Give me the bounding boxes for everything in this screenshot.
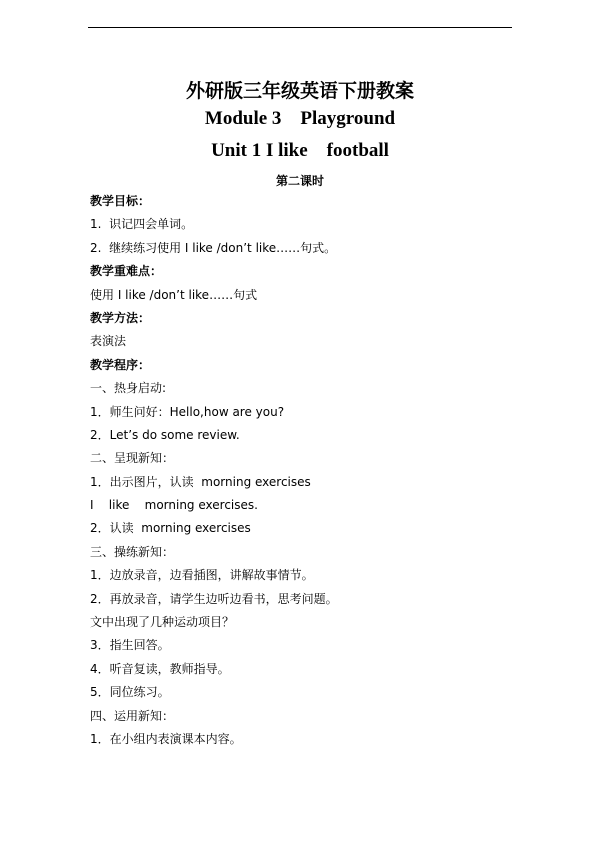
- body-line: 二、呈现新知：: [90, 451, 175, 466]
- lesson-body: [90, 190, 520, 751]
- body-line: 一、热身启动:: [90, 381, 167, 396]
- body-line: 1. 识记四会单词。: [90, 217, 194, 232]
- body-line: I like morning exercises.: [90, 498, 258, 513]
- body-line: 教学程序：: [90, 357, 151, 372]
- body-line: 1．师生问好：Hello,how are you?: [90, 404, 285, 419]
- body-line: 2．认读 morning exercises: [90, 521, 251, 536]
- body-line: 教学重难点：: [90, 264, 163, 279]
- body-line: 教学目标：: [90, 194, 151, 208]
- body-line: 教学方法：: [90, 310, 151, 325]
- body-line: 5．同位练习。: [90, 685, 170, 700]
- body-line: 三、操练新知：: [90, 544, 175, 559]
- body-line: 使用 I like /don’t like……句式: [90, 287, 258, 302]
- body-line: 3．指生回答。: [90, 638, 170, 653]
- body-line: 表演法: [90, 334, 127, 349]
- document-title: 外研版三年级英语下册教案: [185, 80, 414, 102]
- body-line: 四、运用新知：: [90, 708, 175, 723]
- body-line: 文中出现了几种运动项目？: [90, 615, 235, 630]
- body-line: 4．听音复读，教师指导。: [90, 661, 230, 676]
- module-heading: Module 3 Playground: [204, 108, 396, 129]
- body-line: 2. 继续练习使用 I like /don’t like……句式。: [90, 240, 337, 255]
- unit-heading: Unit 1 I like football: [211, 140, 389, 161]
- body-line: 1．出示图片，认读 morning exercises: [90, 474, 311, 489]
- header-rule: [88, 27, 512, 28]
- body-line: 2．再放录音，请学生边听边看书，思考问题。: [90, 591, 338, 606]
- body-line: 2．Let’s do some review.: [90, 427, 240, 442]
- body-line: 1．边放录音，边看插图，讲解故事情节。: [90, 568, 314, 583]
- body-line: 1．在小组内表演课本内容。: [90, 731, 242, 746]
- lesson-subtitle: 第二课时: [275, 174, 324, 188]
